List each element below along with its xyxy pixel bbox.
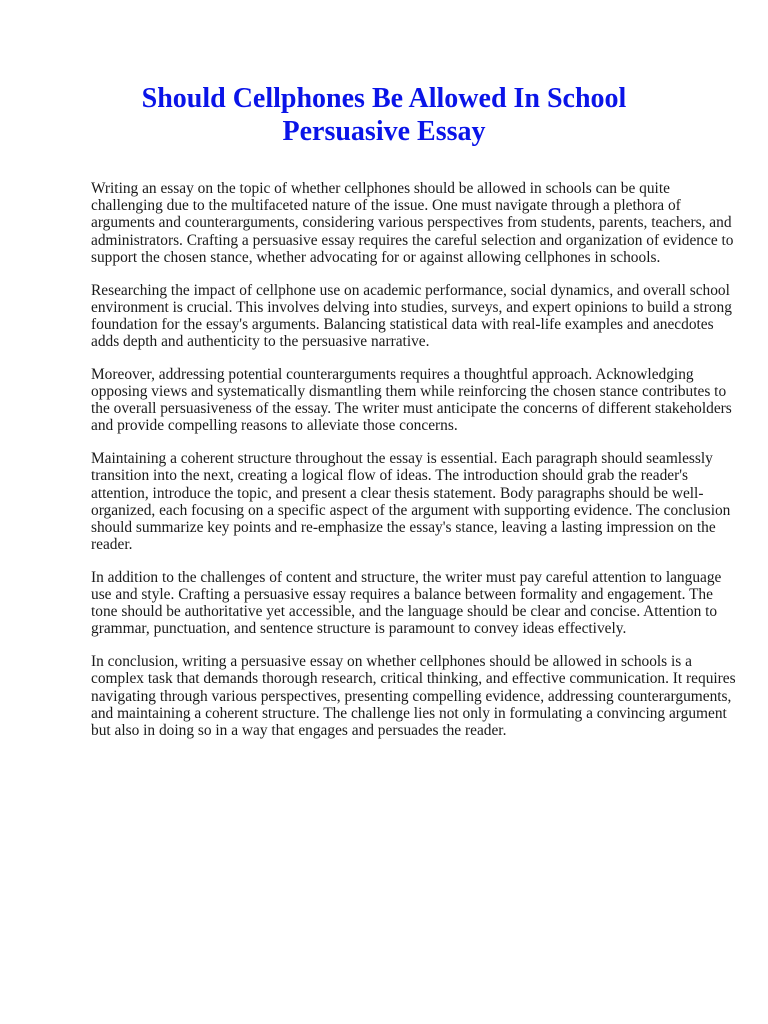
paragraph-1: Writing an essay on the topic of whether cellphones should be allowed in schools can be quite challenging due to the multifaceted nature of the issue. One must navigate through a plethora of arguments and counterarguments, considering various perspectives from students, parents, teachers, and administrators. Crafting a persuasive essay requires the careful selection and organization of evidence to support the chosen stance, whether advocating for or against allowing cellphones in schools.: [91, 180, 734, 266]
paragraph-3: Moreover, addressing potential counterarguments requires a thoughtful approach. Acknowledging opposing views and systematically dismantling them while reinforcing the chosen stance contributes to the overall persuasiveness of the essay. The writer must anticipate the concerns of different stakeholders and provide compelling reasons to alleviate those concerns.: [91, 365, 732, 435]
paragraph-4: Maintaining a coherent structure throughout the essay is essential. Each paragraph should seamlessly transition into the next, creating a logical flow of ideas. The introduction should grab the reader's attention, introduce the topic, and present a clear thesis statement. Body paragraphs should be well-organized, each focusing on a specific aspect of the argument with supporting evidence. The conclusion should summarize key points and re-emphasize the essay's stance, leaving a lasting impression on the reader.: [91, 450, 731, 554]
title-line-2: Persuasive Essay: [282, 116, 486, 147]
essay-body: [91, 180, 737, 755]
page-title: [40, 82, 728, 148]
paragraph-2: Researching the impact of cellphone use on academic performance, social dynamics, and overall school environment is crucial. This involves delving into studies, surveys, and expert opinions to build a strong foundation for the essay's arguments. Balancing statistical data with real-life examples and anecdotes adds depth and authenticity to the persuasive narrative.: [91, 281, 732, 351]
paragraph-5: In addition to the challenges of content and structure, the writer must pay careful attention to language use and style. Crafting a persuasive essay requires a balance between formality and engagement. The tone should be authoritative yet accessible, and the language should be clear and concise. Attention to grammar, punctuation, and sentence structure is paramount to convey ideas effectively.: [91, 568, 722, 638]
paragraph-6: In conclusion, writing a persuasive essay on whether cellphones should be allowed in schools is a complex task that demands thorough research, critical thinking, and effective communication. It requires navigating through various perspectives, presenting compelling evidence, addressing counterarguments, and maintaining a coherent structure. The challenge lies not only in formulating a convincing argument but also in doing so in a way that engages and persuades the reader.: [91, 653, 736, 739]
title-line-1: Should Cellphones Be Allowed In School: [141, 83, 627, 114]
